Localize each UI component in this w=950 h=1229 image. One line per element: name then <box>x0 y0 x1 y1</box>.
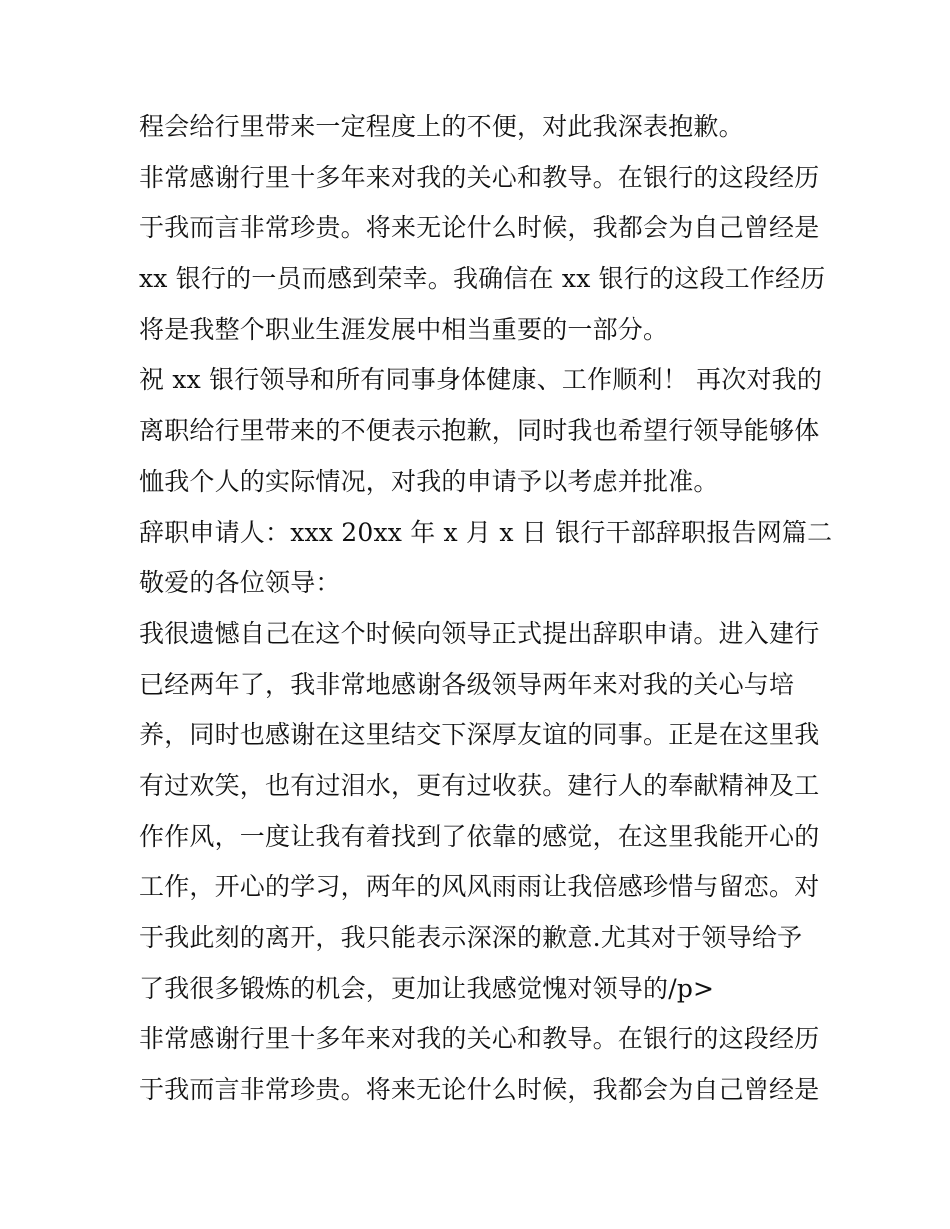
text-line: 了我很多锻炼的机会，更加让我感觉愧对领导的/p> <box>139 973 715 1003</box>
text-line: 于我而言非常珍贵。将来无论什么时候，我都会为自己曾经是 <box>139 1075 820 1105</box>
document-body <box>139 109 833 1123</box>
text-line: 养，同时也感谢在这里结交下深厚友谊的同事。正是在这里我 <box>139 720 820 750</box>
text-line: 敬爱的各位领导： <box>139 568 341 598</box>
text-line: 有过欢笑，也有过泪水，更有过收获。建行人的奉献精神及工 <box>139 770 820 800</box>
text-line: 我很遗憾自己在这个时候向领导正式提出辞职申请。进入建行 <box>139 618 820 648</box>
text-line: 程会给行里带来一定程度上的不便，对此我深表抱歉。 <box>139 112 744 141</box>
text-line: xx 银行的一员而感到荣幸。我确信在 xx 银行的这段工作经历 <box>139 264 826 294</box>
text-line: 于我而言非常珍贵。将来无论什么时候，我都会为自己曾经是 <box>139 213 820 243</box>
text-line: 已经两年了，我非常地感谢各级领导两年来对我的关心与培 <box>139 669 795 699</box>
text-line: 工作，开心的学习，两年的风风雨雨让我倍感珍惜与留恋。对 <box>139 872 820 902</box>
text-line: 将是我整个职业生涯发展中相当重要的一部分。 <box>139 314 669 344</box>
text-line: 辞职申请人：xxx 20xx 年 x 月 x 日 银行干部辞职报告网篇二 <box>139 517 833 547</box>
text-line: 于我此刻的离开，我只能表示深深的歉意.尤其对于领导给予 <box>139 923 803 952</box>
text-line: 恤我个人的实际情况，对我的申请予以考虑并批准。 <box>139 466 719 496</box>
text-line: 非常感谢行里十多年来对我的关心和教导。在银行的这段经历 <box>139 162 820 192</box>
text-line: 作作风，一度让我有着找到了依靠的感觉，在这里我能开心的 <box>139 821 820 851</box>
text-line: 非常感谢行里十多年来对我的关心和教导。在银行的这段经历 <box>139 1024 820 1054</box>
text-line: 离职给行里带来的不便表示抱歉，同时我也希望行领导能够体 <box>139 416 820 446</box>
text-line: 祝 xx 银行领导和所有同事身体健康、工作顺利！ 再次对我的 <box>139 365 823 395</box>
